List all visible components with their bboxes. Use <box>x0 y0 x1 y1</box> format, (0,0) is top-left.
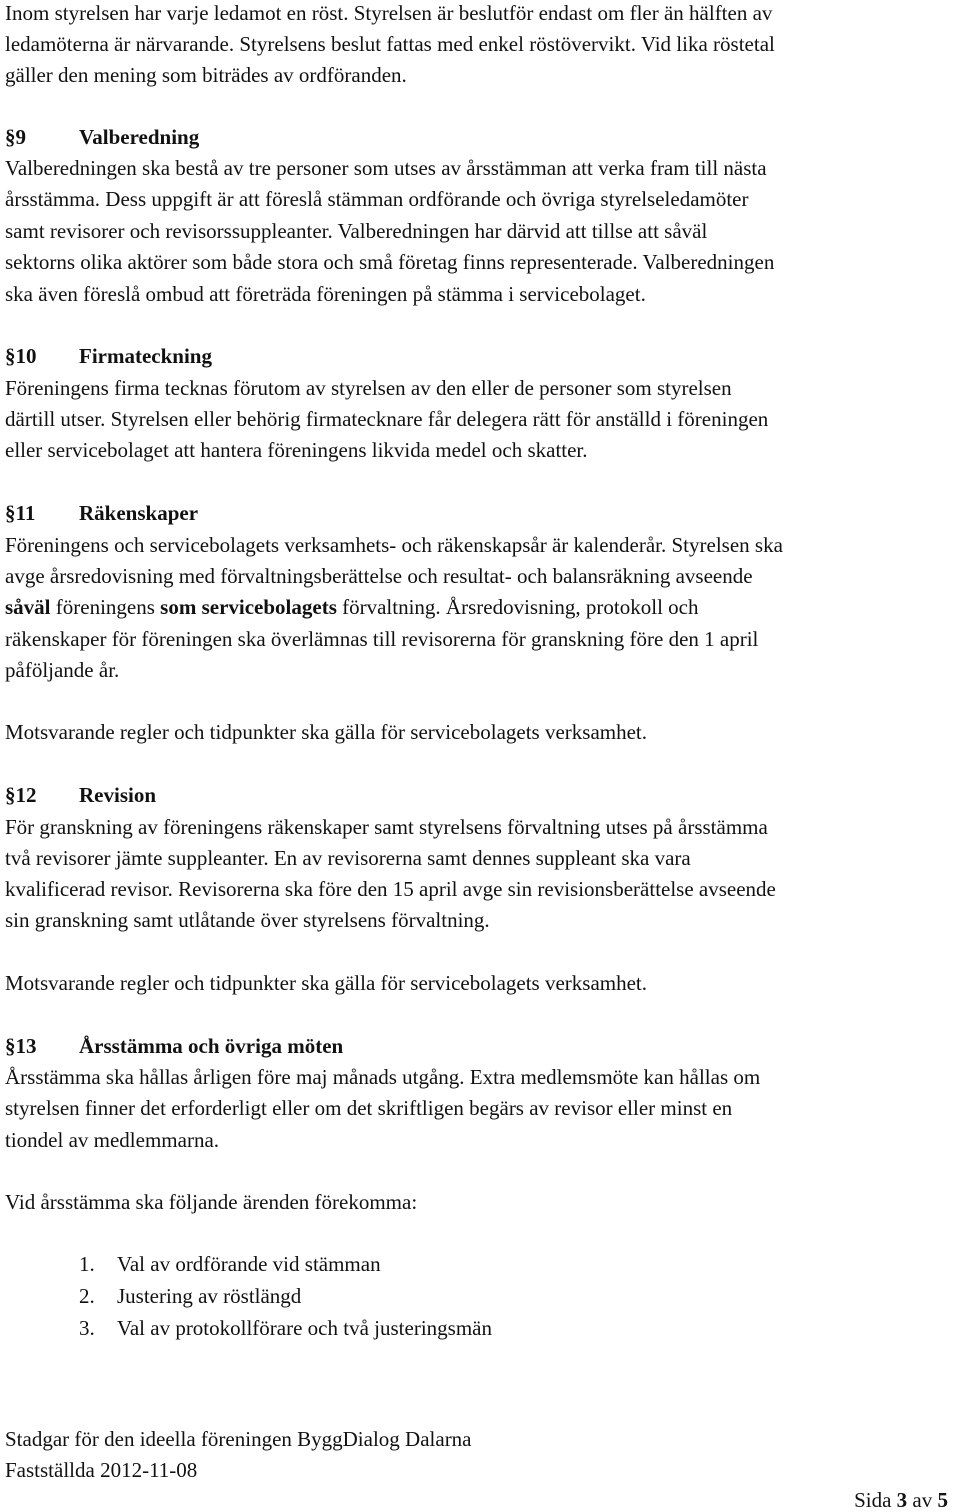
section-number: §12 <box>5 783 37 807</box>
section-line: Föreningens firma tecknas förutom av styrelsen av den eller de personer som styrelsen <box>5 376 732 400</box>
section-line: avge årsredovisning med förvaltningsberättelse och resultat- och balansräkning avseende <box>5 564 753 588</box>
section-number: §13 <box>5 1034 37 1058</box>
section-line: sin granskning samt utlåtande över styrelsens förvaltning. <box>5 908 490 932</box>
intro-line: ledamöterna är närvarande. Styrelsens beslut fattas med enkel röstövervikt. Vid lika röstetal <box>5 32 775 56</box>
section-line: eller servicebolaget att hantera föreningens likvida medel och skatter. <box>5 438 588 462</box>
bold-text: som servicebolagets <box>160 595 337 619</box>
section-line: sektorns olika aktörer som både stora och små företag finns representerade. Valberedningen <box>5 250 775 274</box>
intro-line: gäller den mening som biträdes av ordföranden. <box>5 63 407 87</box>
section-heading-13 <box>5 1033 343 1059</box>
section-line: styrelsen finner det erforderligt eller om det skriftligen begärs av revisor eller minst en <box>5 1096 733 1120</box>
section-line: ska även föreslå ombud att företräda föreningen på stämma i servicebolaget. <box>5 282 646 306</box>
section-heading-12 <box>5 782 156 808</box>
section-heading-11 <box>5 500 198 526</box>
footer-title: Stadgar för den ideella föreningen ByggDialog Dalarna <box>5 1427 472 1451</box>
section-heading-9 <box>5 124 199 150</box>
section-note: Vid årsstämma ska följande ärenden förekomma: <box>5 1190 418 1214</box>
section-line: Föreningens och servicebolagets verksamhets- och räkenskapsår är kalenderår. Styrelsen ska <box>5 533 783 557</box>
section-line: samt revisorer och revisorssuppleanter. Valberedningen har därvid att tillse att såväl <box>5 219 708 243</box>
section-line: påföljande år. <box>5 658 120 682</box>
list-item <box>79 1251 381 1277</box>
page-current: 3 <box>896 1488 908 1512</box>
section-line: kvalificerad revisor. Revisorerna ska före den 15 april avge sin revisionsberättelse avseende <box>5 877 776 901</box>
section-line: Årsstämma ska hållas årligen före maj månads utgång. Extra medlemsmöte kan hållas om <box>5 1065 761 1089</box>
intro-line: Inom styrelsen har varje ledamot en röst. Styrelsen är beslutför endast om fler än hälften av <box>5 1 773 25</box>
page-total: 5 <box>937 1488 948 1512</box>
section-number: §10 <box>5 344 37 368</box>
section-line: För granskning av föreningens räkenskaper samt styrelsens förvaltning utses på årsstämma <box>5 815 768 839</box>
section-line: årsstämma. Dess uppgift är att föreslå stämman ordförande och övriga styrelseledamöter <box>5 187 749 211</box>
section-line-mixed <box>5 594 699 620</box>
section-title: Årsstämma och övriga möten <box>79 1034 344 1058</box>
section-line: räkenskaper för föreningen ska överlämnas till revisorerna för granskning före den 1 april <box>5 627 759 651</box>
section-line: därtill utser. Styrelsen eller behörig firmatecknare får delegera rätt för anställd i föreningen <box>5 407 769 431</box>
section-note: Motsvarande regler och tidpunkter ska gälla för servicebolagets verksamhet. <box>5 971 648 995</box>
section-title: Revision <box>79 783 157 807</box>
section-title: Valberedning <box>79 125 200 149</box>
section-line: tiondel av medlemmarna. <box>5 1128 220 1152</box>
list-text: Val av ordförande vid stämman <box>117 1252 381 1276</box>
text-span: föreningens <box>50 595 161 619</box>
section-title: Räkenskaper <box>79 501 199 525</box>
footer-date: Fastställda 2012-11-08 <box>5 1458 198 1482</box>
list-number: 1. <box>79 1252 95 1276</box>
list-number: 3. <box>79 1316 95 1340</box>
section-note: Motsvarande regler och tidpunkter ska gälla för servicebolagets verksamhet. <box>5 720 648 744</box>
page-label: Sida <box>854 1488 892 1512</box>
section-title: Firmateckning <box>79 344 212 368</box>
section-heading-10 <box>5 343 212 369</box>
page-number <box>854 1489 948 1511</box>
list-text: Justering av röstlängd <box>117 1284 302 1308</box>
section-line: Valberedningen ska bestå av tre personer som utses av årsstämman att verka fram till nästa <box>5 156 767 180</box>
page-of: av <box>912 1488 933 1512</box>
section-line: två revisorer jämte suppleanter. En av revisorerna samt dennes suppleant ska vara <box>5 846 691 870</box>
section-number: §9 <box>5 125 26 149</box>
text-span: förvaltning. Årsredovisning, protokoll och <box>336 595 699 619</box>
list-item <box>79 1315 492 1341</box>
list-number: 2. <box>79 1284 95 1308</box>
list-item <box>79 1283 301 1309</box>
section-number: §11 <box>5 501 36 525</box>
list-text: Val av protokollförare och två justeringsmän <box>117 1316 492 1340</box>
bold-text: såväl <box>5 595 51 619</box>
